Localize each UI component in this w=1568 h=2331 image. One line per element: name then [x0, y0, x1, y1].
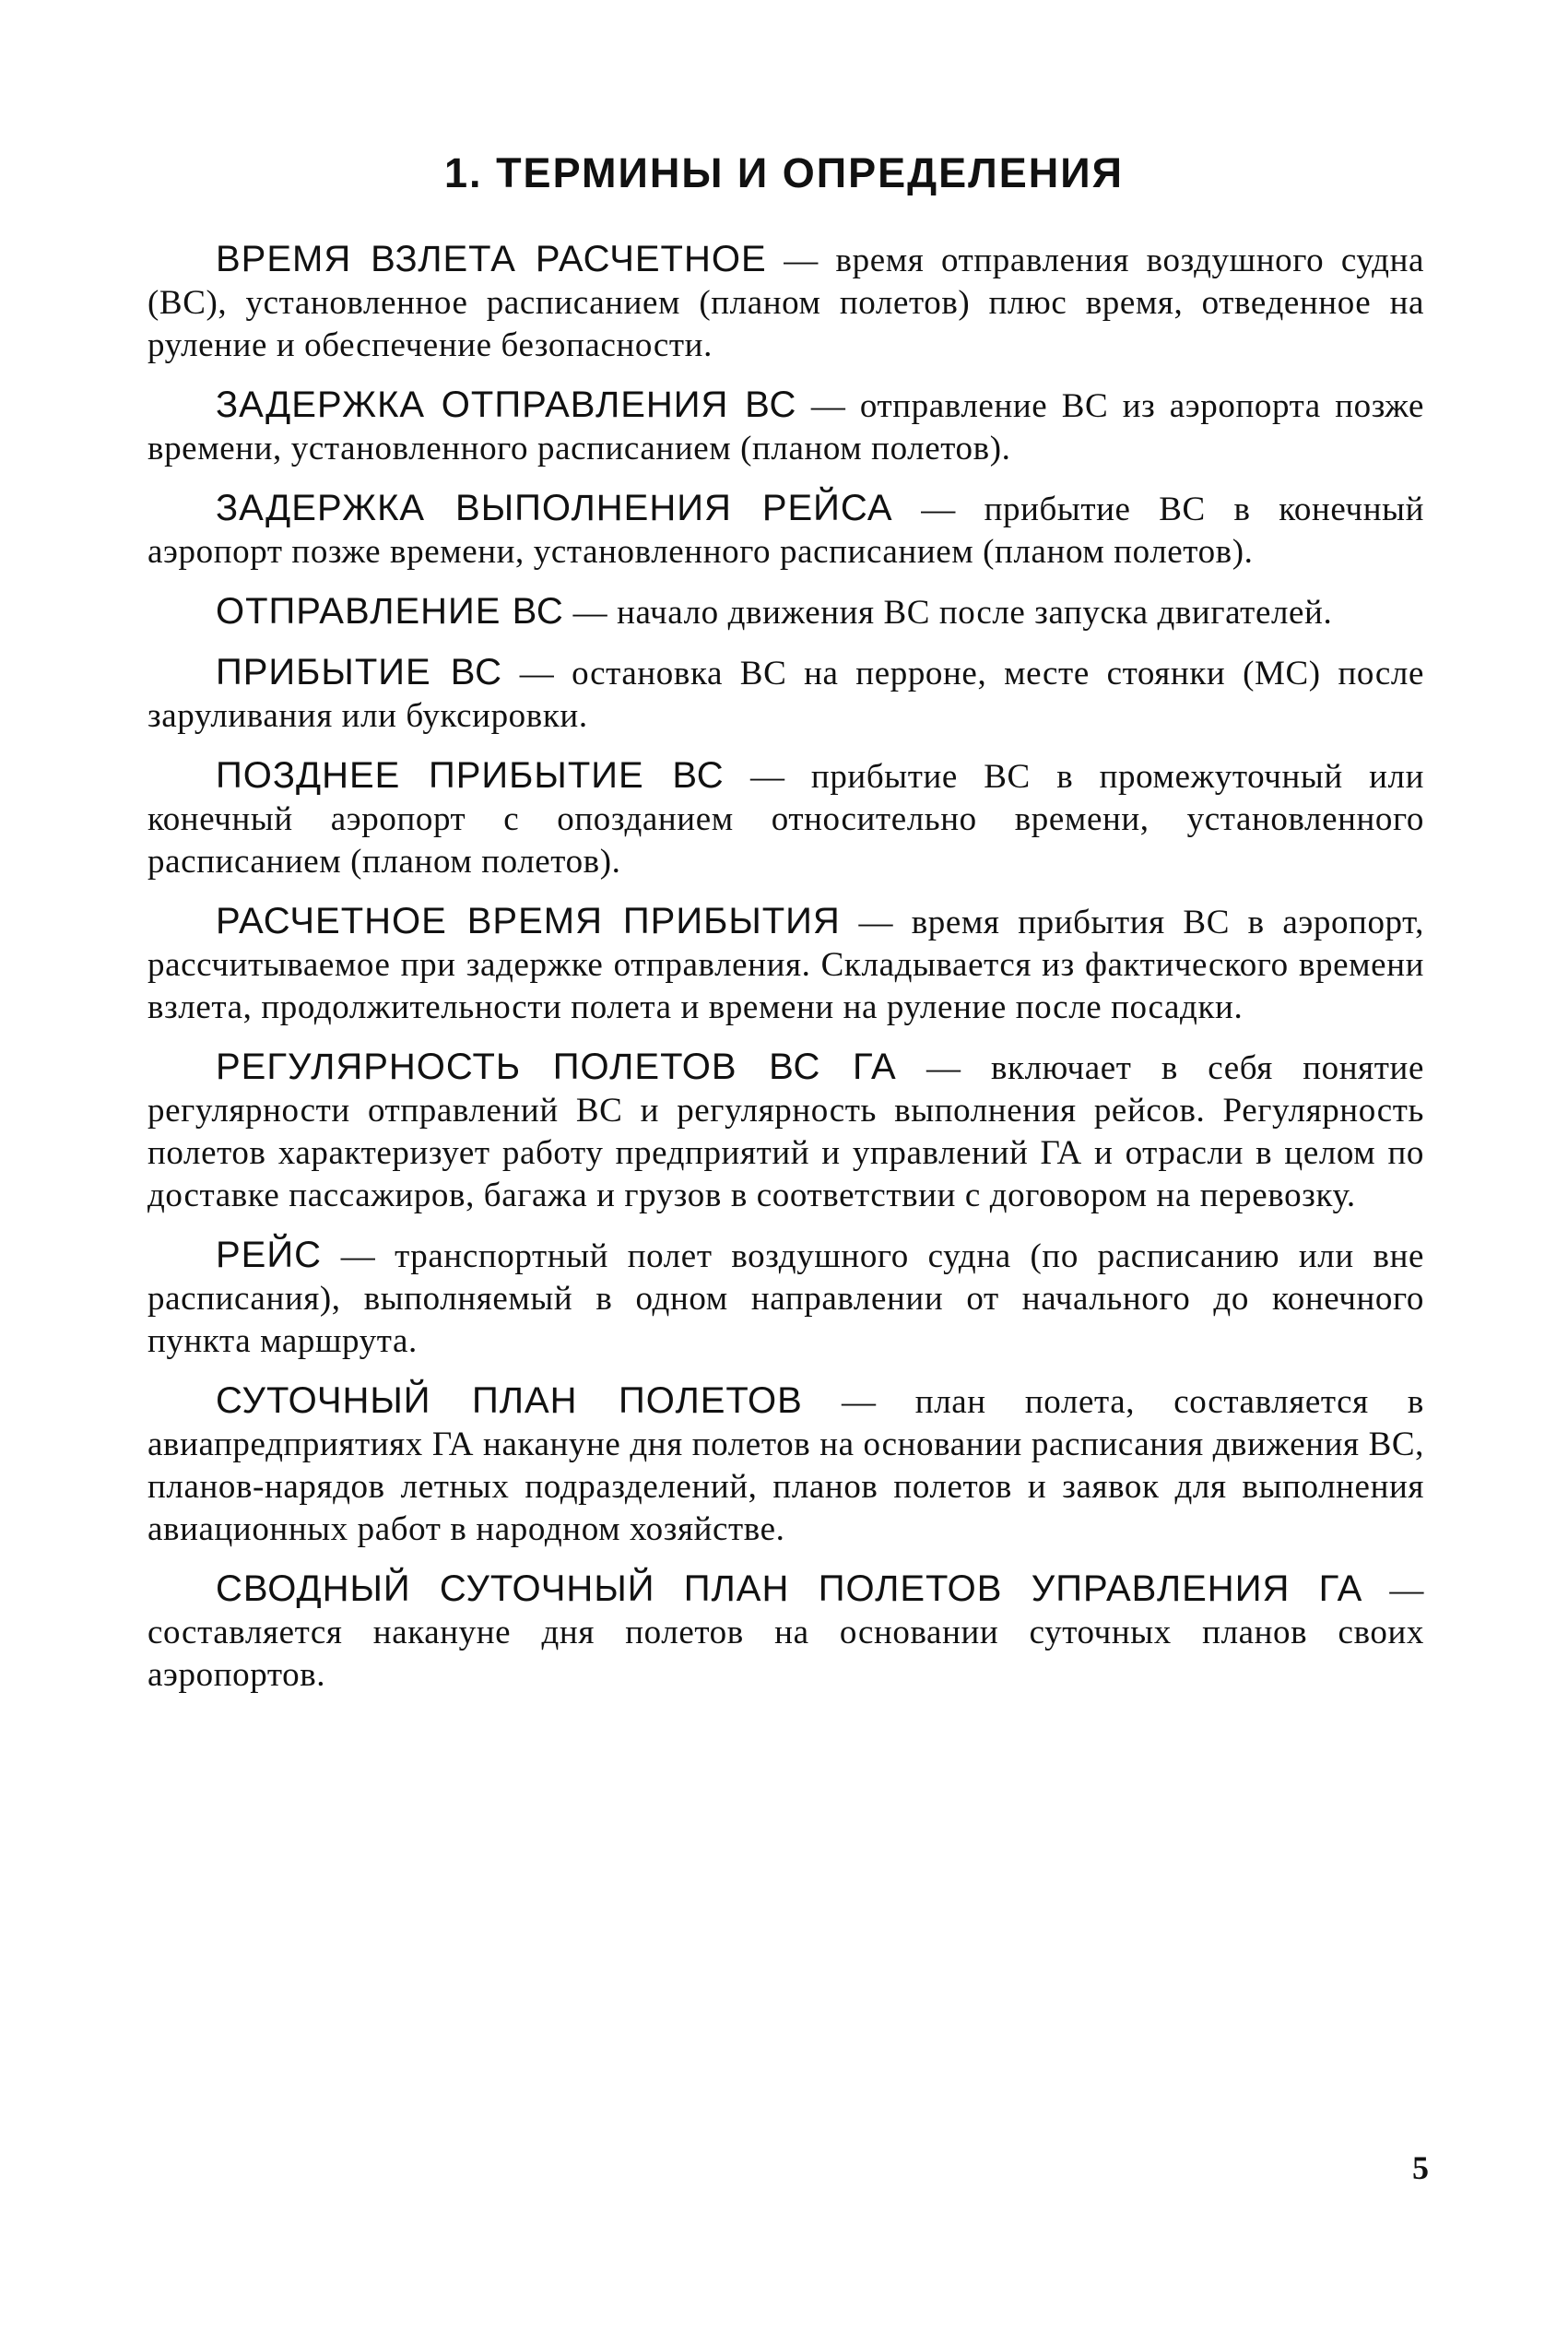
term-definition: — включает в себя понятие регулярности отправлений ВС и регулярность выполнения рейсов. Регулярность полетов характеризует работу предприятий и управлений ГА и отрасли в целом по доставке пассажиров, багажа и грузов в соответствии с договором на перевозку. [147, 1049, 1424, 1214]
term-definition: — составляется накануне дня полетов на основании суточных планов своих аэропортов. [147, 1571, 1424, 1694]
term-definition: — прибытие ВС в конечный аэропорт позже времени, установленного расписанием (планом полетов). [147, 491, 1425, 571]
term-name: ОТПРАВЛЕНИЕ ВС [216, 591, 564, 632]
term-definition: — время прибытия ВС в аэропорт, рассчитываемое при задержке отправления. Складывается из фактического времени взлета, продолжительности полета и времени на руление после посадки. [147, 904, 1424, 1026]
terms-list [147, 238, 1424, 1713]
term-name: РАСЧЕТНОЕ ВРЕМЯ ПРИБЫТИЯ [216, 901, 841, 941]
term-definition: — остановка ВС на перроне, месте стоянки (МС) после заруливания или буксировки. [147, 655, 1424, 735]
term-entry [147, 754, 1424, 883]
term-entry [147, 590, 1424, 634]
term-definition: — время отправления воздушного судна (ВС), установленное расписанием (планом полетов) плюс время, отведенное на руление и обеспечение безопасности. [147, 242, 1424, 364]
term-entry [147, 1379, 1424, 1551]
term-entry [147, 1568, 1424, 1697]
term-name: ПОЗДНЕЕ ПРИБЫТИЕ ВС [216, 755, 725, 796]
term-definition: — план полета, составляется в авиапредприятиях ГА накануне дня полетов на основании расписания движения ВС, планов-нарядов летных подразделений, планов полетов и заявок для выполнения авиационных работ в народном хозяйстве. [147, 1383, 1424, 1548]
term-name: СВОДНЫЙ СУТОЧНЫЙ ПЛАН ПОЛЕТОВ УПРАВЛЕНИЯ ГА [216, 1568, 1363, 1609]
term-name: ЗАДЕРЖКА ВЫПОЛНЕНИЯ РЕЙСА [216, 488, 893, 528]
term-entry [147, 487, 1424, 574]
term-definition: — начало движения ВС после запуска двигателей. [563, 594, 1333, 632]
term-definition: — транспортный полет воздушного судна (по расписанию или вне расписания), выполняемый в одном направлении от начального до конечного пункта маршрута. [147, 1237, 1424, 1360]
term-name: СУТОЧНЫЙ ПЛАН ПОЛЕТОВ [216, 1380, 803, 1421]
term-entry [147, 651, 1424, 738]
term-definition: — прибытие ВС в промежуточный или конечный аэропорт с опозданием относительно времени, установленного расписанием (планом полетов). [147, 758, 1424, 881]
term-entry [147, 1046, 1424, 1217]
term-name: ЗАДЕРЖКА ОТПРАВЛЕНИЯ ВС [216, 385, 797, 425]
term-entry [147, 384, 1424, 470]
term-name: РЕЙС [216, 1235, 322, 1275]
term-definition: — отправление ВС из аэропорта позже времени, установленного расписанием (планом полетов). [147, 387, 1424, 467]
term-name: ВРЕМЯ ВЗЛЕТА РАСЧЕТНОЕ [216, 239, 767, 279]
term-name: РЕГУЛЯРНОСТЬ ПОЛЕТОВ ВС ГА [216, 1047, 897, 1087]
term-name: ПРИБЫТИЕ ВС [216, 652, 502, 692]
term-entry [147, 1234, 1424, 1363]
page-number: 5 [1412, 2149, 1429, 2186]
term-entry [147, 900, 1424, 1029]
term-entry [147, 238, 1424, 367]
section-title: 1. ТЕРМИНЫ И ОПРЕДЕЛЕНИЯ [444, 149, 1124, 196]
